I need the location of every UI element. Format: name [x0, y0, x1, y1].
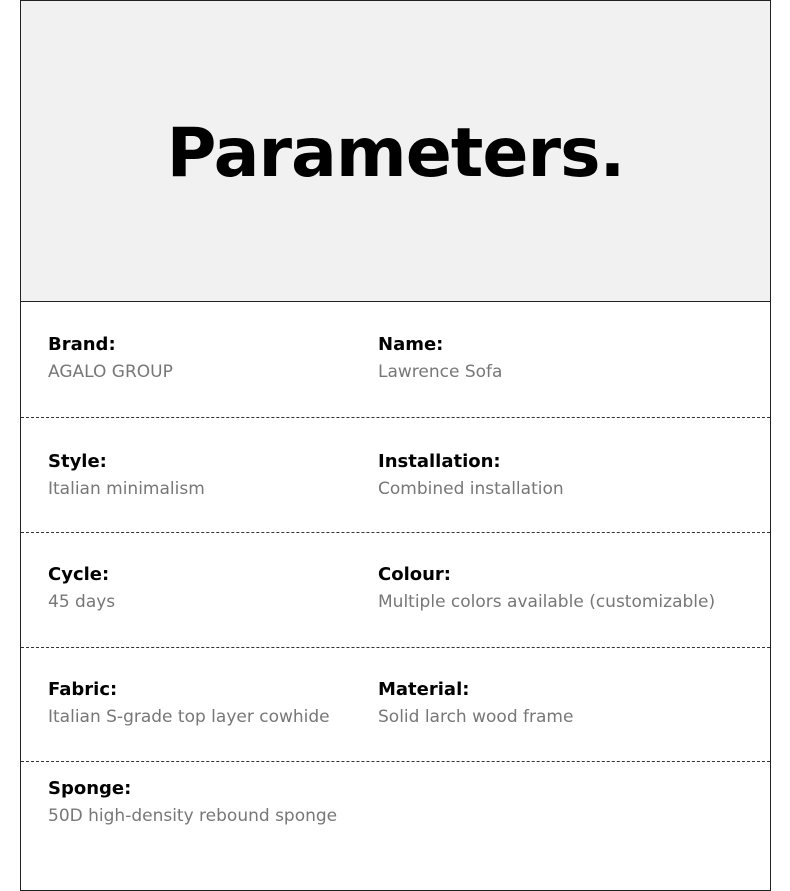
- param-installation: [378, 451, 564, 500]
- parameters-sheet: [20, 0, 771, 891]
- param-style: [48, 451, 205, 500]
- param-value: Italian minimalism: [48, 479, 205, 499]
- param-sponge: [48, 778, 337, 827]
- param-value: AGALO GROUP: [48, 362, 173, 382]
- param-label: Material:: [378, 679, 470, 700]
- param-label: Installation:: [378, 451, 501, 472]
- param-brand: [48, 334, 173, 383]
- param-name: [378, 334, 502, 383]
- param-value: Lawrence Sofa: [378, 362, 503, 382]
- param-material: [378, 679, 573, 728]
- page-title: Parameters.: [166, 113, 625, 193]
- param-value: Solid larch wood frame: [378, 707, 574, 727]
- param-label: Fabric:: [48, 679, 118, 700]
- param-value: 50D high-density rebound sponge: [48, 806, 338, 826]
- row-divider: [21, 532, 770, 533]
- param-cycle: [48, 564, 115, 613]
- param-value: Multiple colors available (customizable): [378, 592, 716, 612]
- param-colour: [378, 564, 715, 613]
- row-divider: [21, 417, 770, 418]
- param-label: Brand:: [48, 334, 116, 355]
- param-label: Sponge:: [48, 778, 132, 799]
- param-label: Colour:: [378, 564, 452, 585]
- param-value: Combined installation: [378, 479, 564, 499]
- param-label: Style:: [48, 451, 107, 472]
- param-fabric: [48, 679, 330, 728]
- header-banner: [21, 1, 770, 302]
- param-value: Italian S-grade top layer cowhide: [48, 707, 330, 727]
- row-divider: [21, 761, 770, 762]
- param-value: 45 days: [48, 592, 116, 612]
- param-label: Cycle:: [48, 564, 110, 585]
- row-divider: [21, 647, 770, 648]
- param-label: Name:: [378, 334, 444, 355]
